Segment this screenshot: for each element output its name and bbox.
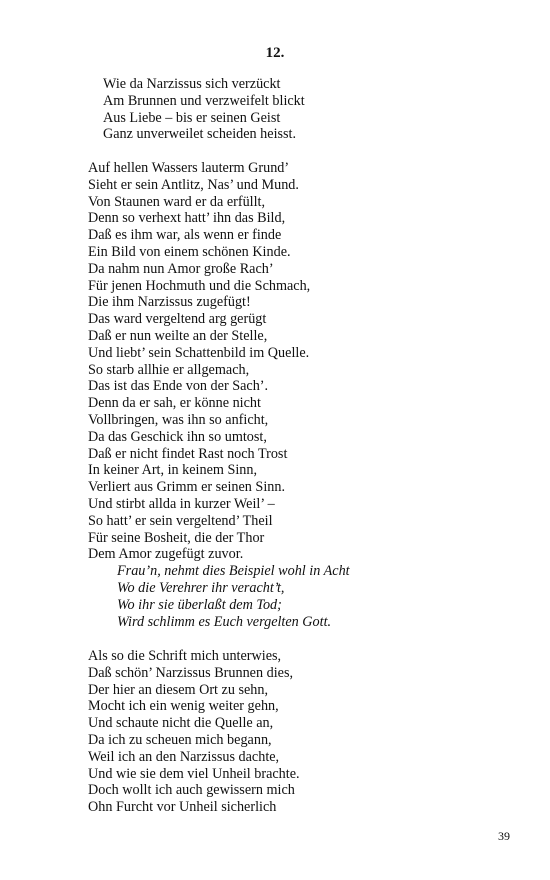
verse-line: Da nahm nun Amor große Rach’ xyxy=(88,260,274,277)
verse-line: Da das Geschick ihn so umtost, xyxy=(88,428,267,445)
verse-line: Für seine Bosheit, die der Thor xyxy=(88,529,265,546)
verse-line: Von Staunen ward er da erfüllt, xyxy=(88,193,266,210)
verse-line: Am Brunnen und verzweifelt blickt xyxy=(103,92,305,109)
verse-line: Daß er nicht findet Rast noch Trost xyxy=(88,445,288,462)
verse-line: Und schaute nicht die Quelle an, xyxy=(88,715,274,732)
verse-line: Für jenen Hochmuth und die Schmach, xyxy=(88,277,311,294)
verse-line: Denn da er sah, er könne nicht xyxy=(88,395,261,412)
verse-line: Mocht ich ein wenig weiter gehn, xyxy=(88,698,279,715)
moral-line: Wo die Verehrer ihr veracht’t, xyxy=(117,579,285,596)
verse-line: Daß es ihm war, als wenn er finde xyxy=(88,227,282,244)
verse-line: Als so die Schrift mich unterwies, xyxy=(88,648,282,664)
verse-line: Auf hellen Wassers lauterm Grund’ xyxy=(88,160,290,176)
verse-line: Ganz unverweilet scheiden heisst. xyxy=(103,126,297,143)
verse-line: So starb allhie er allgemach, xyxy=(88,361,250,378)
verse-line: Und wie sie dem viel Unheil brachte. xyxy=(88,765,300,782)
verse-line: Vollbringen, was ihn so anficht, xyxy=(88,411,269,428)
verse-line: Weil ich an den Narzissus dachte, xyxy=(88,748,280,765)
moral-line: Wird schlimm es Euch vergelten Gott. xyxy=(117,613,332,630)
verse-line: Und stirbt allda in kurzer Weil’ – xyxy=(88,495,275,512)
moral-line: Wo ihr sie überlaßt dem Tod; xyxy=(117,596,282,613)
verse-line: So hatt’ er sein vergeltend’ Theil xyxy=(88,512,273,529)
verse-line: Sieht er sein Antlitz, Nas’ und Mund. xyxy=(88,176,299,193)
verse-line: Daß er nun weilte an der Stelle, xyxy=(88,327,268,344)
verse-line: Das ward vergeltend arg gerügt xyxy=(88,311,267,328)
verse-line: Ohn Furcht vor Unheil sicherlich xyxy=(88,799,277,816)
verse-line: Doch wollt ich auch gewissern mich xyxy=(88,782,295,799)
moral-line: Frau’n, nehmt dies Beispiel wohl in Acht xyxy=(117,563,350,580)
verse-line: Ein Bild von einem schönen Kinde. xyxy=(88,243,291,260)
verse-line: Das ist das Ende von der Sach’. xyxy=(88,378,269,395)
verse-line: Daß schön’ Narzissus Brunnen dies, xyxy=(88,664,294,681)
motto-stanza xyxy=(0,76,550,143)
main-stanza xyxy=(0,160,550,630)
page-number: 39 xyxy=(498,829,510,843)
verse-line: Die ihm Narzissus zugefügt! xyxy=(88,294,251,311)
closing-stanza xyxy=(0,648,550,816)
verse-line: Dem Amor zugefügt zuvor. xyxy=(88,546,244,563)
verse-line: Verliert aus Grimm er seinen Sinn. xyxy=(88,479,286,496)
verse-line: Der hier an diesem Ort zu sehn, xyxy=(88,681,269,698)
verse-line: Da ich zu scheuen mich begann, xyxy=(88,731,272,748)
verse-line: Wie da Narzissus sich verzückt xyxy=(103,76,281,92)
verse-line: Und liebt’ sein Schattenbild im Quelle. xyxy=(88,344,310,361)
chapter-heading: 12. xyxy=(265,45,285,61)
verse-line: Denn so verhext hatt’ ihn das Bild, xyxy=(88,210,286,227)
verse-line: In keiner Art, in keinem Sinn, xyxy=(88,462,258,479)
verse-line: Aus Liebe – bis er seinen Geist xyxy=(103,109,281,126)
